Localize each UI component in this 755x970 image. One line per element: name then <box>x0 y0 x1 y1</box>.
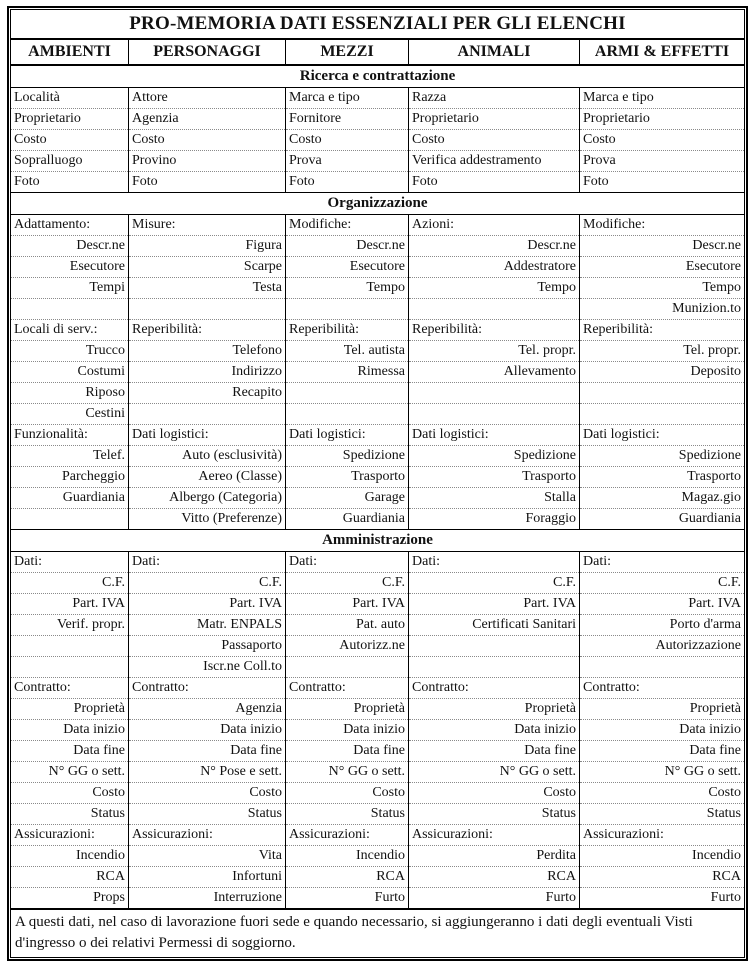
item-cell: Status <box>129 803 286 824</box>
table-row <box>11 761 745 782</box>
item-cell: Tempo <box>580 277 745 298</box>
table-row <box>11 445 745 466</box>
footer-note: A questi dati, nel caso di lavorazione fuori sede e quando necessario, si aggiungeranno i dati degli eventuali Visti d'ingresso o dei relativi Permessi di soggiorno. <box>11 909 745 958</box>
table-row <box>11 235 745 256</box>
item-cell <box>580 403 745 424</box>
table-row <box>11 740 745 761</box>
table-body <box>11 65 745 909</box>
row-label-cell: Assicurazioni: <box>11 824 129 845</box>
title-row <box>11 10 745 39</box>
item-cell: Incendio <box>580 845 745 866</box>
item-cell <box>11 508 129 529</box>
item-cell <box>580 656 745 677</box>
row-label-cell: Dati: <box>11 551 129 572</box>
item-cell: Costo <box>286 782 409 803</box>
item-cell: N° GG o sett. <box>580 761 745 782</box>
row-label-cell: Foto <box>11 171 129 192</box>
item-cell: Recapito <box>129 382 286 403</box>
item-cell: N° GG o sett. <box>286 761 409 782</box>
item-cell: Guardiania <box>580 508 745 529</box>
item-cell <box>129 298 286 319</box>
table-row <box>11 424 745 445</box>
row-label-cell: Dati logistici: <box>409 424 580 445</box>
row-label-cell: Costo <box>11 129 129 150</box>
item-cell: Guardiania <box>11 487 129 508</box>
item-cell: Furto <box>580 887 745 909</box>
table-row <box>11 403 745 424</box>
table-row <box>11 803 745 824</box>
item-cell: Status <box>580 803 745 824</box>
item-cell <box>580 382 745 403</box>
item-cell: Part. IVA <box>409 593 580 614</box>
item-cell <box>409 382 580 403</box>
item-cell: Guardiania <box>286 508 409 529</box>
section-header: Ricerca e contrattazione <box>11 65 745 88</box>
item-cell <box>11 635 129 656</box>
row-label-cell: Razza <box>409 87 580 108</box>
item-cell: Tel. propr. <box>409 340 580 361</box>
row-label-cell: Assicurazioni: <box>409 824 580 845</box>
item-cell: Costo <box>580 782 745 803</box>
item-cell: Trasporto <box>409 466 580 487</box>
row-label-cell: Assicurazioni: <box>286 824 409 845</box>
item-cell: Matr. ENPALS <box>129 614 286 635</box>
row-label-cell: Foto <box>129 171 286 192</box>
row-label-cell: Costo <box>286 129 409 150</box>
row-label-cell: Costo <box>129 129 286 150</box>
page-title: PRO-MEMORIA DATI ESSENZIALI PER GLI ELENCHI <box>11 10 745 39</box>
table-row <box>11 866 745 887</box>
table-row <box>11 845 745 866</box>
item-cell: Telef. <box>11 445 129 466</box>
table-row <box>11 108 745 129</box>
item-cell: Infortuni <box>129 866 286 887</box>
item-cell: Proprietà <box>11 698 129 719</box>
item-cell: Incendio <box>286 845 409 866</box>
table-row <box>11 782 745 803</box>
row-label-cell: Reperibilità: <box>286 319 409 340</box>
item-cell: Descr.ne <box>11 235 129 256</box>
row-label-cell: Dati: <box>129 551 286 572</box>
row-label-cell: Proprietario <box>409 108 580 129</box>
table-row <box>11 572 745 593</box>
item-cell <box>286 656 409 677</box>
item-cell: Magaz.gio <box>580 487 745 508</box>
column-header-mezzi: MEZZI <box>286 39 409 65</box>
item-cell: Incendio <box>11 845 129 866</box>
item-cell <box>409 403 580 424</box>
table-row <box>11 656 745 677</box>
table-row <box>11 256 745 277</box>
item-cell: Tempo <box>409 277 580 298</box>
item-cell: RCA <box>11 866 129 887</box>
item-cell: Perdita <box>409 845 580 866</box>
item-cell: Autorizzazione <box>580 635 745 656</box>
item-cell: Status <box>11 803 129 824</box>
item-cell: Furto <box>409 887 580 909</box>
item-cell: Proprietà <box>409 698 580 719</box>
item-cell <box>409 298 580 319</box>
item-cell: Allevamento <box>409 361 580 382</box>
row-label-cell: Proprietario <box>580 108 745 129</box>
row-label-cell: Dati: <box>409 551 580 572</box>
item-cell <box>11 656 129 677</box>
item-cell: Autorizz.ne <box>286 635 409 656</box>
item-cell: Stalla <box>409 487 580 508</box>
row-label-cell: Locali di serv.: <box>11 319 129 340</box>
row-label-cell: Foto <box>580 171 745 192</box>
table-row <box>11 677 745 698</box>
row-label-cell: Reperibilità: <box>580 319 745 340</box>
item-cell: Proprietà <box>580 698 745 719</box>
row-label-cell: Misure: <box>129 214 286 235</box>
item-cell: Aereo (Classe) <box>129 466 286 487</box>
item-cell <box>129 403 286 424</box>
row-label-cell: Contratto: <box>286 677 409 698</box>
item-cell: Addestratore <box>409 256 580 277</box>
item-cell: Deposito <box>580 361 745 382</box>
item-cell <box>409 656 580 677</box>
item-cell: Interruzione <box>129 887 286 909</box>
table-row <box>11 298 745 319</box>
row-label-cell: Azioni: <box>409 214 580 235</box>
row-label-cell: Reperibilità: <box>409 319 580 340</box>
item-cell: Garage <box>286 487 409 508</box>
item-cell: Data fine <box>409 740 580 761</box>
item-cell: Cestini <box>11 403 129 424</box>
footer-row <box>11 909 745 958</box>
table-row <box>11 614 745 635</box>
row-label-cell: Marca e tipo <box>286 87 409 108</box>
item-cell: Costo <box>129 782 286 803</box>
item-cell: Spedizione <box>409 445 580 466</box>
row-label-cell: Prova <box>286 150 409 171</box>
column-header-armi-effetti: ARMI & EFFETTI <box>580 39 745 65</box>
item-cell: Costo <box>409 782 580 803</box>
table-row <box>11 319 745 340</box>
item-cell: Figura <box>129 235 286 256</box>
item-cell: Data inizio <box>129 719 286 740</box>
item-cell: C.F. <box>286 572 409 593</box>
item-cell: Munizion.to <box>580 298 745 319</box>
table-row <box>11 487 745 508</box>
item-cell: Descr.ne <box>580 235 745 256</box>
table-row <box>11 887 745 909</box>
column-header-personaggi: PERSONAGGI <box>129 39 286 65</box>
table-row <box>11 361 745 382</box>
item-cell: Data fine <box>580 740 745 761</box>
item-cell: Data fine <box>129 740 286 761</box>
item-cell: Status <box>286 803 409 824</box>
row-label-cell: Sopralluogo <box>11 150 129 171</box>
item-cell: C.F. <box>11 572 129 593</box>
item-cell: Descr.ne <box>286 235 409 256</box>
item-cell: Props <box>11 887 129 909</box>
table-row <box>11 824 745 845</box>
pro-memoria-table <box>10 9 745 958</box>
item-cell: Albergo (Categoria) <box>129 487 286 508</box>
item-cell: C.F. <box>580 572 745 593</box>
row-label-cell: Dati: <box>580 551 745 572</box>
item-cell <box>11 298 129 319</box>
table-row <box>11 277 745 298</box>
row-label-cell: Modifiche: <box>580 214 745 235</box>
table-row <box>11 635 745 656</box>
section-header: Organizzazione <box>11 192 745 214</box>
table-row <box>11 551 745 572</box>
table-row <box>11 508 745 529</box>
item-cell: Data fine <box>286 740 409 761</box>
item-cell: Vita <box>129 845 286 866</box>
row-label-cell: Attore <box>129 87 286 108</box>
item-cell: Data inizio <box>286 719 409 740</box>
item-cell <box>286 403 409 424</box>
item-cell: Riposo <box>11 382 129 403</box>
item-cell: Data inizio <box>580 719 745 740</box>
row-label-cell: Prova <box>580 150 745 171</box>
row-label-cell: Dati: <box>286 551 409 572</box>
section-header: Amministrazione <box>11 529 745 551</box>
row-label-cell: Proprietario <box>11 108 129 129</box>
item-cell: Agenzia <box>129 698 286 719</box>
row-label-cell: Dati logistici: <box>286 424 409 445</box>
item-cell: C.F. <box>129 572 286 593</box>
item-cell: Auto (esclusività) <box>129 445 286 466</box>
item-cell: Spedizione <box>286 445 409 466</box>
item-cell <box>409 635 580 656</box>
item-cell: Tel. autista <box>286 340 409 361</box>
item-cell: Iscr.ne Coll.to <box>129 656 286 677</box>
row-label-cell: Foto <box>286 171 409 192</box>
item-cell: Costumi <box>11 361 129 382</box>
item-cell: Testa <box>129 277 286 298</box>
item-cell: Esecutore <box>11 256 129 277</box>
table-row <box>11 129 745 150</box>
item-cell: Pat. auto <box>286 614 409 635</box>
row-label-cell: Funzionalità: <box>11 424 129 445</box>
row-label-cell: Fornitore <box>286 108 409 129</box>
item-cell: Data fine <box>11 740 129 761</box>
item-cell: RCA <box>286 866 409 887</box>
row-label-cell: Verifica addestramento <box>409 150 580 171</box>
row-label-cell: Assicurazioni: <box>129 824 286 845</box>
table-row <box>11 340 745 361</box>
item-cell: Costo <box>11 782 129 803</box>
row-label-cell: Costo <box>580 129 745 150</box>
item-cell: Part. IVA <box>11 593 129 614</box>
item-cell: Verif. propr. <box>11 614 129 635</box>
table-row <box>11 593 745 614</box>
item-cell: Status <box>409 803 580 824</box>
item-cell: Rimessa <box>286 361 409 382</box>
item-cell: Passaporto <box>129 635 286 656</box>
item-cell: Furto <box>286 887 409 909</box>
table-row <box>11 214 745 235</box>
item-cell: Data inizio <box>409 719 580 740</box>
table-frame <box>7 6 748 961</box>
row-label-cell: Foto <box>409 171 580 192</box>
item-cell: Vitto (Preferenze) <box>129 508 286 529</box>
column-header-ambienti: AMBIENTI <box>11 39 129 65</box>
column-header-row <box>11 39 745 65</box>
row-label-cell: Reperibilità: <box>129 319 286 340</box>
item-cell: Indirizzo <box>129 361 286 382</box>
item-cell: Certificati Sanitari <box>409 614 580 635</box>
item-cell: Part. IVA <box>286 593 409 614</box>
item-cell: Porto d'arma <box>580 614 745 635</box>
row-label-cell: Assicurazioni: <box>580 824 745 845</box>
item-cell: Scarpe <box>129 256 286 277</box>
item-cell: RCA <box>409 866 580 887</box>
row-label-cell: Agenzia <box>129 108 286 129</box>
item-cell: Trucco <box>11 340 129 361</box>
row-label-cell: Contratto: <box>129 677 286 698</box>
item-cell: N° Pose e sett. <box>129 761 286 782</box>
item-cell: Descr.ne <box>409 235 580 256</box>
item-cell: Trasporto <box>580 466 745 487</box>
table-row <box>11 171 745 192</box>
row-label-cell: Dati logistici: <box>129 424 286 445</box>
table-row <box>11 466 745 487</box>
row-label-cell: Contratto: <box>580 677 745 698</box>
row-label-cell: Marca e tipo <box>580 87 745 108</box>
row-label-cell: Dati logistici: <box>580 424 745 445</box>
row-label-cell: Contratto: <box>409 677 580 698</box>
item-cell: Tel. propr. <box>580 340 745 361</box>
column-header-animali: ANIMALI <box>409 39 580 65</box>
section-header-row <box>11 65 745 88</box>
item-cell: Foraggio <box>409 508 580 529</box>
table-row <box>11 698 745 719</box>
item-cell: Part. IVA <box>129 593 286 614</box>
item-cell: Tempo <box>286 277 409 298</box>
item-cell: Esecutore <box>286 256 409 277</box>
item-cell: C.F. <box>409 572 580 593</box>
item-cell <box>286 298 409 319</box>
item-cell: Proprietà <box>286 698 409 719</box>
item-cell: Telefono <box>129 340 286 361</box>
row-label-cell: Provino <box>129 150 286 171</box>
row-label-cell: Adattamento: <box>11 214 129 235</box>
section-header-row <box>11 529 745 551</box>
item-cell: Data inizio <box>11 719 129 740</box>
item-cell: Tempi <box>11 277 129 298</box>
row-label-cell: Costo <box>409 129 580 150</box>
item-cell: N° GG o sett. <box>11 761 129 782</box>
section-header-row <box>11 192 745 214</box>
item-cell: N° GG o sett. <box>409 761 580 782</box>
row-label-cell: Località <box>11 87 129 108</box>
item-cell: Esecutore <box>580 256 745 277</box>
row-label-cell: Contratto: <box>11 677 129 698</box>
table-row <box>11 87 745 108</box>
table-row <box>11 719 745 740</box>
row-label-cell: Modifiche: <box>286 214 409 235</box>
item-cell <box>286 382 409 403</box>
item-cell: Trasporto <box>286 466 409 487</box>
table-row <box>11 382 745 403</box>
item-cell: Spedizione <box>580 445 745 466</box>
item-cell: Part. IVA <box>580 593 745 614</box>
table-row <box>11 150 745 171</box>
item-cell: Parcheggio <box>11 466 129 487</box>
item-cell: RCA <box>580 866 745 887</box>
